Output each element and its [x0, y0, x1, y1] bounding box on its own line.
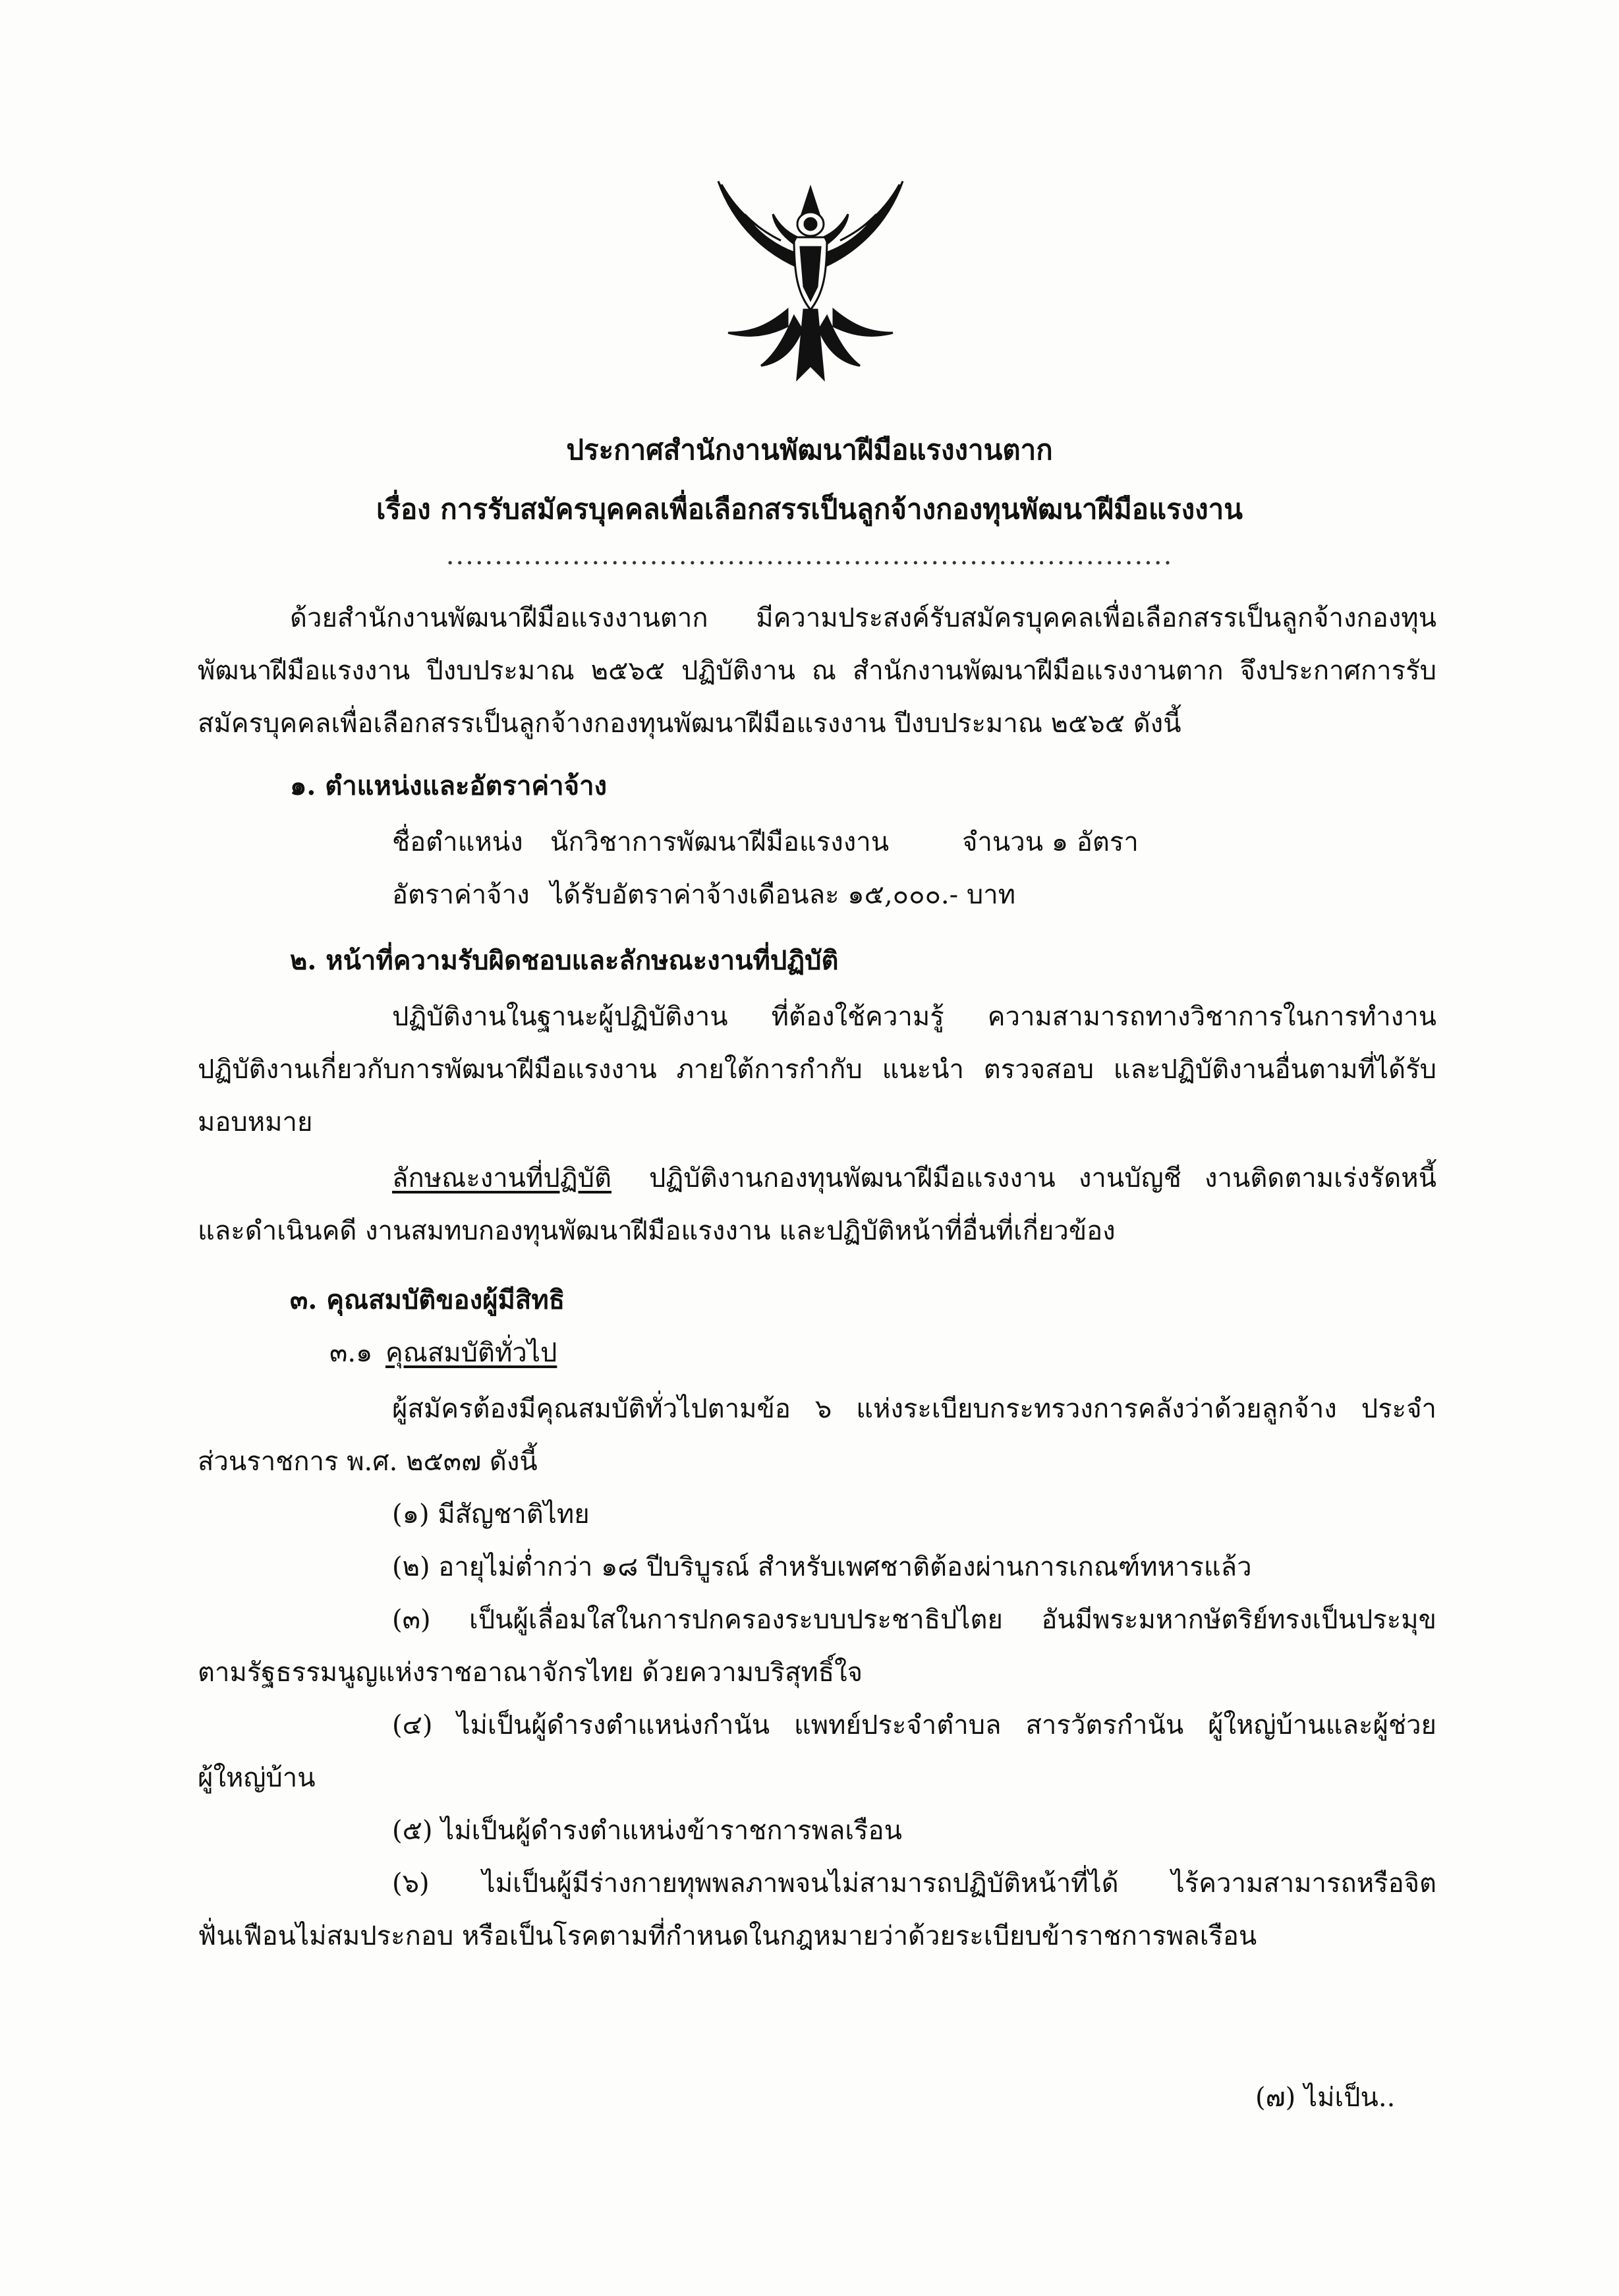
section-1-heading: ๑. ตำแหน่งและอัตราค่าจ้าง — [290, 770, 608, 801]
duties-line-2: ปฏิบัติงานเกี่ยวกับการพัฒนาฝีมือแรงงาน ภายใต้การกำกับ แนะนำ ตรวจสอบ และปฏิบัติงานอื่นตามที่ได้รับ — [198, 1054, 1436, 1085]
qualification-item-6-line-1: (๖) ไม่เป็นผู้มีร่างกายทุพพลภาพจนไม่สามารถปฏิบัติหน้าที่ได้ ไร้ความสามารถหรือจิต — [392, 1868, 1436, 1899]
qualification-item-4-line-1: (๔) ไม่เป็นผู้ดำรงตำแหน่งกำนัน แพทย์ประจำตำบล สารวัตรกำนัน ผู้ใหญ่บ้านและผู้ช่วย — [392, 1710, 1436, 1740]
section-3-heading: ๓. คุณสมบัติของผู้มีสิทธิ — [290, 1284, 565, 1315]
intro-line-2: พัฒนาฝีมือแรงงาน ปีงบประมาณ ๒๕๖๕ ปฏิบัติงาน ณ สำนักงานพัฒนาฝีมือแรงงานตาก จึงประกาศการรับ — [198, 656, 1436, 686]
qualification-item-2: (๒) อายุไม่ต่ำกว่า ๑๘ ปีบริบูรณ์ สำหรับเพศชาติต้องผ่านการเกณฑ์ทหารแล้ว — [392, 1552, 1252, 1582]
section-3-1-heading: คุณสมบัติทั่วไป — [385, 1338, 557, 1368]
intro-line-3: สมัครบุคคลเพื่อเลือกสรรเป็นลูกจ้างกองทุนพัฒนาฝีมือแรงงาน ปีงบประมาณ ๒๕๖๕ ดังนี้ — [198, 708, 1181, 739]
qualification-item-3-line-2: ตามรัฐธรรมนูญแห่งราชอาณาจักรไทย ด้วยความบริสุทธิ์ใจ — [198, 1657, 863, 1688]
qualification-intro-line-2: ส่วนราชการ พ.ศ. ๒๕๓๗ ดังนี้ — [198, 1447, 538, 1477]
qualification-intro-line-1: ผู้สมัครต้องมีคุณสมบัติทั่วไปตามข้อ ๖ แห่งระเบียบกระทรวงการคลังว่าด้วยลูกจ้าง ประจำ — [392, 1394, 1436, 1424]
announcement-subject: เรื่อง การรับสมัครบุคคลเพื่อเลือกสรรเป็นลูกจ้างกองทุนพัฒนาฝีมือแรงงาน — [376, 493, 1243, 525]
work-nature-line-2: และดำเนินคดี งานสมทบกองทุนพัฒนาฝีมือแรงงาน และปฏิบัติหน้าที่อื่นที่เกี่ยวข้อง — [198, 1216, 1116, 1246]
announcement-title: ประกาศสำนักงานพัฒนาฝีมือแรงงานตาก — [566, 434, 1053, 466]
qualification-item-5: (๕) ไม่เป็นผู้ดำรงตำแหน่งข้าราชการพลเรือน — [392, 1816, 902, 1846]
qualification-item-3-line-1: (๓) เป็นผู้เลื่อมใสในการปกครองระบบประชาธิปไตย อันมีพระมหากษัตริย์ทรงเป็นประมุข — [392, 1605, 1436, 1635]
qualification-item-6-line-2: ฟั่นเฟือนไม่สมประกอบ หรือเป็นโรคตามที่กำหนดในกฎหมายว่าด้วยระเบียบข้าราชการพลเรือน — [198, 1921, 1257, 1951]
title-separator: ........................................................................... — [445, 540, 1174, 571]
page-continuation: (๗) ไม่เป็น.. — [1255, 2082, 1396, 2113]
position-label: ชื่อตำแหน่ง — [392, 827, 523, 857]
qualification-item-4-line-2: ผู้ใหญ่บ้าน — [198, 1763, 316, 1793]
qualification-item-1: (๑) มีสัญชาติไทย — [392, 1499, 590, 1530]
intro-line-1: ด้วยสำนักงานพัฒนาฝีมือแรงงานตาก มีความประสงค์รับสมัครบุคคลเพื่อเลือกสรรเป็นลูกจ้างกองทุน — [290, 603, 1436, 633]
duties-line-3: มอบหมาย — [198, 1107, 313, 1137]
work-nature-label: ลักษณะงานที่ปฏิบัติ — [392, 1163, 612, 1193]
wage-value: ได้รับอัตราค่าจ้างเดือนละ ๑๕,๐๐๐.- บาท — [550, 880, 1016, 910]
garuda-emblem-icon — [689, 168, 932, 386]
position-value: นักวิชาการพัฒนาฝีมือแรงงาน — [550, 827, 890, 857]
section-2-heading: ๒. หน้าที่ความรับผิดชอบและลักษณะงานที่ปฏิบัติ — [290, 945, 839, 976]
position-count: จำนวน ๑ อัตรา — [962, 827, 1139, 857]
work-nature-line-1: ปฏิบัติงานกองทุนพัฒนาฝีมือแรงงาน งานบัญชี งานติดตามเร่งรัดหนี้ — [649, 1163, 1436, 1193]
wage-label: อัตราค่าจ้าง — [392, 880, 530, 910]
section-3-1-number: ๓.๑ — [329, 1338, 373, 1368]
duties-line-1: ปฏิบัติงานในฐานะผู้ปฏิบัติงาน ที่ต้องใช้ความรู้ ความสามารถทางวิชาการในการทำงาน — [392, 1002, 1436, 1032]
